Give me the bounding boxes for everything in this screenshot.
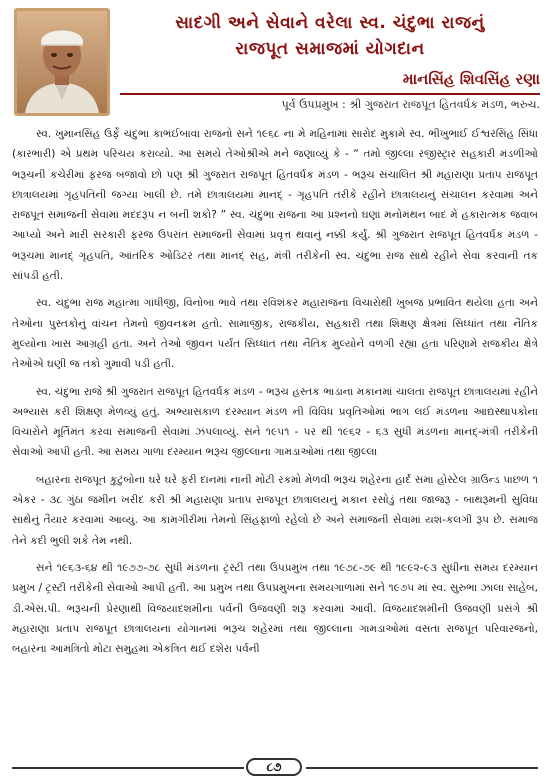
body-paragraph: સ્વ. ચંદુભા રાજે શ્રી ગુજરાત રાજપૂત હિતવર્ધક મંડળ - ભરૂચ હસ્તક ભાડાના મકાનમાં ચાલતા રાજપૂત છાત્રાલયમાં રહીને અભ્યાસ કરી શિક્ષણ મેળવ્યું હતું. અભ્યાસકાળ દરમ્યાન મંડળ ની વિવિધ પ્રવૃતિઓમાં ભાગ લઈ મંડળના આદ્યસ્થાપકોના વિચારોને મૂર્તિમંત કરવા સમાજની સેવામાં ઝંપલાવ્યું. સને ૧૯૫૧ - પર થી ૧૯૬૨ - ૬૩ સુધી મંડળના માનદ્‌-મંત્રી તરીકેની સેવાઓ આપી હતી. આ સમય ગાળા દરમ્યાન ભરૂચ જીલ્લાના ગામડાઓમાં તથા જીલ્લા — [12, 385, 538, 459]
author-name: માનસિંહ શિવસિંહ રણા — [402, 70, 540, 88]
portrait-illustration — [17, 11, 107, 113]
body-paragraph: સ્વ. ખુમાનસિંહ ઉર્ફે ચંદુભા કાભઈબાવા રાજનો સને ૧૯૬૮ ના મે મહિનામાં સારોદ મુકામે સ્વ. ભીખુભાઈ ઈશ્વરસિંહ સિંધા (કારભારી) એ પ્રથમ પરિચય કરાવ્યો. આ સમયે તેઓશ્રીએ મને જણાવ્યું કે - “ તમો જીલ્લા રજીસ્ટ્રાર સહકારી મંડળીઓ ભરૂચની કચેરીમાં ફરજ બજાવો છો પણ શ્રી ગુજરાત રાજપૂત હિતવર્ધક મંડળ - ભરૂચ સંચાલિત શ્રી મહારાણા પ્રતાપ રાજપૂત છાત્રાલયમાં ગૃહપતિની જગ્યા ખાલી છે. તમે છાત્રાલયમાં માનદ્‌ - ગૃહપતિ તરીકે રહીને છાત્રાલયનું સંચાલન કરવામાં અને રાજપૂત સમાજની સેવામાં મદદરૂપ ન બની શકો? ” સ્વ. ચંદુભા રાજના આ પ્રશ્નનો ઘણાં મનોમંથન બાદ મેં હકારાત્મક જવાબ આપ્યો અને મારી સરકારી ફરજ ઉપરાંત સમાજની સેવામાં પ્રવૃત્ત થવાનું નક્કી કર્યું. શ્રી ગુજરાત રાજપૂત હિતવર્ધક મંડળ - ભરૂચમાં માનદ્‌ ગૃહપતિ, આંતરિક ઓડિટર તથા માનદ્‌ સહ, મંત્રી તરીકેની સ્વ. ચંદુભા રાજ સાથે રહીને સેવા કરવાની તક સાંપડી હતી. — [12, 128, 538, 283]
article-title — [120, 10, 540, 62]
body-paragraph: સ્વ. ચંદુભા રાજ મહાત્મા ગાંધીજી, વિનોબા ભાવે તથા રવિશંકર મહારાજના વિચારોથી ખુબજ પ્રભાવિત થયેલા હતા અને તેઓના પુસ્તકોનું વાંચન તેમનો જીવનક્રમ હતો. સામાજીક, રાજકીય, સહકારી તથા શિક્ષણ ક્ષેત્રમાં સિધ્ધાંત તથા નૈતિક મુલ્યોના ખાસ આગ્રહી હતા. અને તેઓ જીવન પર્યંત સિધ્ધાંત તથા નૈતિક મુલ્યોને વળગી રહ્યા હતા પરિણામે રાજકીય ક્ષેત્રે તેઓએ ઘણી જ તકો ગુમાવી પડી હતી. — [12, 297, 538, 371]
portrait-photo — [14, 8, 110, 116]
footer-rule-left — [12, 767, 244, 769]
author-designation: પૂર્વ ઉપપ્રમુખ : શ્રી ગુજરાત રાજપૂત હિતવર્ધક મંડળ, ભરુચ. — [281, 98, 540, 111]
article-title-line1: સાદગી અને સેવાને વરેલા સ્વ. ચંદુભા રાજનું — [175, 13, 485, 33]
body-paragraph: સને ૧૯૬૩-૬૪ થી ૧૯૭૭-૭૮ સુધી મંડળના ટ્રસ્ટી તથા ઉપપ્રમુખ તથા ૧૯૭૮-૭૯ થી ૧૯૯૨-૯૩ સુધીના સમય દરમ્યાન પ્રમુખ / ટ્રસ્ટી તરીકેની સેવાઓ આપી હતી. આ પ્રમુખ તથા ઉપપ્રમુખના સમયગાળામાં સને ૧૯૭૫ માં સ્વ. સુરુભા ઝાલા સાહેબ, ડી.એસ.પી. ભરૂચની પ્રેરણાથી વિજયાદશમીના પર્વની ઉજવણી શરૂ કરવામાં આવી. વિજયાદશમીની ઉજવણી પ્રસંગે શ્રી મહારાણા પ્રતાપ રાજપૂત છાત્રાલયના યોગાનમાં ભરૂચ શહેરમાં તથા જીલ્લાના ગામડાઓમાં વસતા રાજપૂત પરિવારજનો, બહારના આમંત્રિતો મોટા સમુહમાં એકત્રિત થઈ દશેરા પર્વની — [12, 561, 538, 656]
article-title-line2: રાજપૂત સમાજમાં યોગદાન — [235, 39, 425, 59]
page-footer — [0, 756, 550, 780]
page-number: ૮૭ — [246, 758, 302, 776]
article-body — [12, 124, 538, 666]
body-paragraph: બહારના રાજપૂત કુટુંબોના ઘરે ઘરે ફરી દાનમાં નાની મોટી રકમો મેળવી ભરૂચ શહેરના હાર્દ સમા હોસ્ટેલ ગ્રાઉન્ડ પાછળ ૧ એકર - ૩૮ ગુંઠા જમીન ખરીદ કરી શ્રી મહારાણા પ્રતાપ રાજપૂત છાત્રાલયનું મકાન રસોડું તથા જાજરૂ - બાથરૂમની સુવિધા સાથેનું તૈયાર કરવામાં આવ્યું. આ કામગીરીમાં તેમનો સિંહફાળો રહેલો છે અને સમાજની સેવામાં યશ-કલગી રૂપ છે. સમાજ તેને કદી ભુલી શકે તેમ નથી. — [12, 473, 538, 547]
author-divider — [120, 93, 540, 95]
footer-rule-right — [306, 767, 538, 769]
